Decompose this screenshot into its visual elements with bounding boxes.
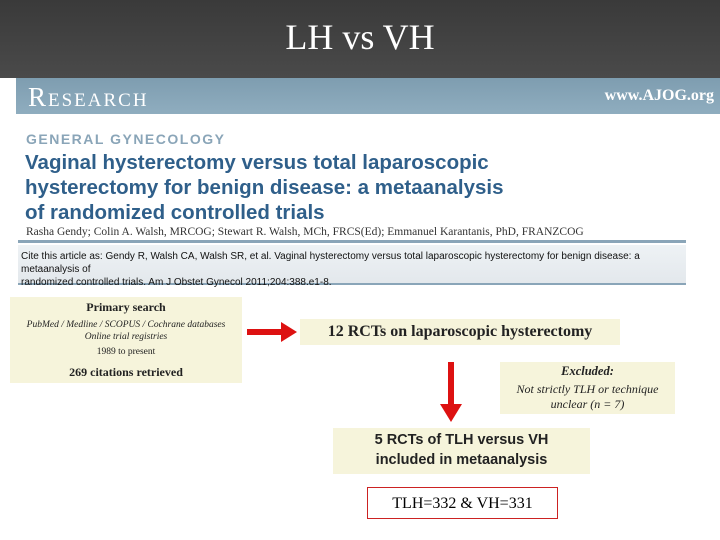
excluded-title: Excluded: [561,364,614,378]
journal-url: www.AJOG.org [604,87,714,104]
rcts-box [300,319,620,345]
divider [18,240,686,243]
primary-search-line: Online trial registries [84,332,168,342]
result-box [367,487,558,519]
excluded-line: Not strictly TLH or technique [516,382,659,396]
result-text: TLH=332 & VH=331 [392,495,533,512]
excluded-line: unclear (n = 7) [550,397,625,411]
primary-search-box [10,297,242,383]
article-authors: Rasha Gendy; Colin A. Walsh, MRCOG; Stewart R. Walsh, MCh, FRCS(Ed); Emmanuel Karantanis, PhD, FRANZCOG [26,226,584,238]
citation-line: randomized controlled trials. Am J Obstet Gynecol 2011;204:388.e1-8. [21,277,332,288]
primary-search-result: 269 citations retrieved [69,365,183,379]
included-line: 5 RCTs of TLH versus VH [374,432,549,448]
article-title [25,150,625,225]
slide-header [0,0,720,78]
arrow-right-icon [247,321,297,343]
journal-band [16,78,720,114]
primary-search-line: PubMed / Medline / SCOPUS / Cochrane databases [26,320,226,330]
primary-search-title: Primary search [86,300,166,314]
article-title-line: Vaginal hysterectomy versus total laparoscopic [25,151,489,174]
citation-line: Cite this article as: Gendy R, Walsh CA, Walsh SR, et al. Vaginal hysterectomy versus total laparoscopic hysterectomy for benign disease: a metaanalysis of [21,251,640,275]
excluded-box [500,362,675,414]
journal-section-label: Research [28,82,149,112]
article-title-line: of randomized controlled trials [25,201,325,224]
article-title-line: hysterectomy for benign disease: a metaanalysis [25,176,504,199]
article-category: GENERAL GYNECOLOGY [26,131,226,147]
rcts-text: 12 RCTs on laparoscopic hysterectomy [327,323,593,340]
arrow-down-icon [439,362,463,422]
citation-box [18,245,686,288]
primary-search-line: 1989 to present [96,347,156,357]
included-box [333,428,590,474]
included-line: included in metaanalysis [375,452,548,468]
slide-title: LH vs VH [285,17,435,57]
citation-text [21,250,685,289]
